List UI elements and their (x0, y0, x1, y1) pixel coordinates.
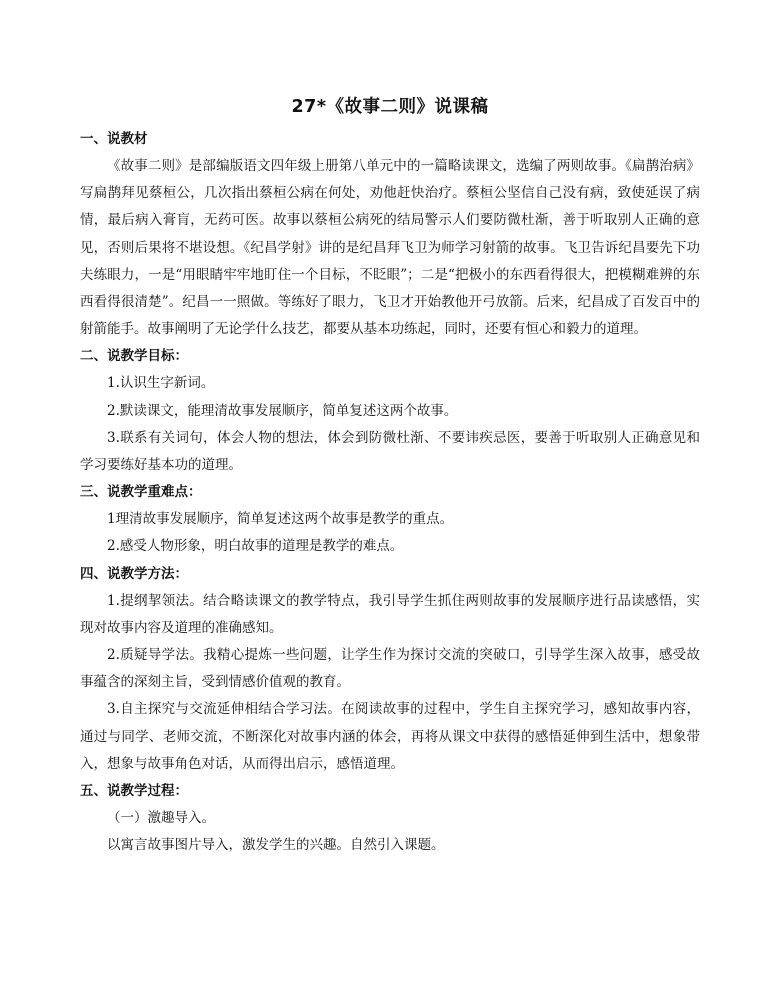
section-heading-teaching-methods: 四、说教学方法： (80, 565, 188, 582)
paragraph: 3.自主探究与交流延伸相结合学习法。在阅读故事的过程中，学生自主探究学习，感知故事内容，通过与同学、老师交流，不断深化对故事内涵的体会，再将从课文中获得的感悟延伸到生活中，想象带入，想象与故事角色对话，从而得出启示，感悟道理。 (80, 701, 700, 772)
paragraph: 2.默读课文，能理清故事发展顺序，简单复述这两个故事。 (107, 402, 458, 419)
paragraph: 2.质疑导学法。我精心提炼一些问题，让学生作为探讨交流的突破口，引导学生深入故事，感受故事蕴含的深刻主旨，受到情感价值观的教育。 (80, 647, 700, 691)
paragraph: 2.感受人物形象，明白故事的道理是教学的难点。 (107, 538, 404, 555)
paragraph: 《故事二则》是部编版语文四年级上册第八单元中的一篇略读课文，选编了两则故事。《扁鹊治病》写扁鹊拜见蔡桓公，几次指出蔡桓公病在何处，劝他赶快治疗。蔡桓公坚信自己没有病，致使延误了病情，最后病入膏肓，无药可医。故事以蔡桓公病死的结局警示人们要防微杜渐，善于听取别人正确的意见，否则后果将不堪设想。《纪昌学射》讲的是纪昌拜飞卫为师学习射箭的故事。飞卫告诉纪昌要先下功夫练眼力，一是“用眼睛牢牢地盯住一个目标，不眨眼”；二是“把极小的东西看得很大，把模糊难辨的东西看得很清楚”。纪昌一一照做。等练好了眼力，飞卫才开始教他开弓放箭。后来，纪昌成了百发百中的射箭能手。故事阐明了无论学什么技艺，都要从基本功练起，同时，还要有恒心和毅力的道理。 (80, 158, 700, 338)
section-heading-key-points: 三、说教学重难点： (80, 484, 202, 501)
paragraph: 1理清故事发展顺序，简单复述这两个故事是教学的重点。 (107, 511, 454, 528)
paragraph: 3.联系有关词句，体会人物的想法，体会到防微杜渐、不要讳疾忌医，要善于听取别人正确意见和学习要练好基本功的道理。 (80, 429, 700, 474)
paragraph: （一）激趣导入。 (107, 810, 215, 827)
section-heading-teaching-process: 五、说教学过程： (80, 783, 188, 800)
section-heading-teaching-material: 一、说教材 (80, 131, 148, 147)
document-page (80, 94, 700, 859)
paragraph: 1.提纲挈领法。结合略读课文的教学特点，我引导学生抓住两则故事的发展顺序进行品读感悟，实现对故事内容及道理的准确感知。 (80, 592, 700, 636)
paragraph: 1.认识生字新词。 (107, 375, 215, 392)
paragraph: 以寓言故事图片导入，激发学生的兴趣。自然引入课题。 (107, 837, 445, 854)
document-title: 27*《故事二则》说课稿 (291, 97, 489, 117)
section-heading-teaching-goals: 二、说教学目标： (80, 348, 188, 365)
